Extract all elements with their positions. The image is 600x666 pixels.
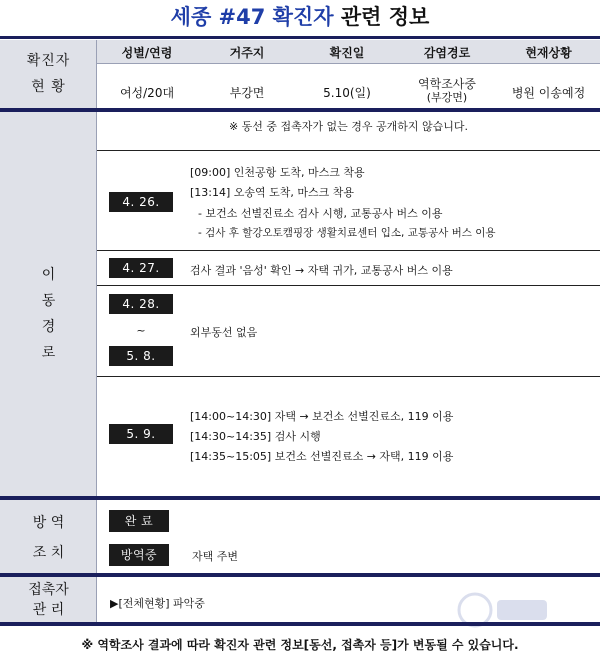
quarantine-label-line1: 방 역 xyxy=(32,515,65,531)
bottom-border xyxy=(0,622,600,626)
route-date-badge-end: 5. 8. xyxy=(109,346,173,366)
route-separator-2 xyxy=(97,250,600,251)
route-label xyxy=(0,112,97,496)
contacts-label xyxy=(0,577,97,622)
value-confirmed-date: 5.10(일) xyxy=(323,86,371,100)
route-line: 검사 결과 '음성' 확인 → 자택 귀가, 교통공사 버스 이용 xyxy=(190,264,453,277)
value-infection-route-line2: (부강면) xyxy=(426,91,468,104)
route-line: [14:35~15:05] 보건소 선별진료소 → 자택, 119 이용 xyxy=(190,450,454,463)
footer-notice: ※ 역학조사 결과에 따라 확진자 관련 정보[동선, 접촉자 등]가 변동될 수 있습니다. xyxy=(81,638,519,652)
route-line: [13:14] 오송역 도착, 마스크 착용 xyxy=(190,186,355,199)
contacts-label-line2: 관 리 xyxy=(32,602,65,618)
page-title-rest: 관련 정보 xyxy=(333,5,430,29)
value-residence: 부강면 xyxy=(229,86,265,100)
value-infection-route-line1: 역학조사중 xyxy=(418,77,476,91)
route-label-char-4: 로 xyxy=(41,345,56,361)
page-title xyxy=(0,2,600,32)
route-line: [14:00~14:30] 자택 → 보건소 선별진료소, 119 이용 xyxy=(190,410,454,423)
route-line: [09:00] 인천공항 도착, 마스크 착용 xyxy=(190,166,365,179)
route-date-badge: 4. 26. xyxy=(109,192,173,212)
route-separator-1 xyxy=(97,150,600,151)
status-header-row xyxy=(97,40,600,64)
value-current-status: 병원 이송예정 xyxy=(511,86,586,100)
header-infection-route: 감염경로 xyxy=(423,46,471,60)
header-residence: 거주지 xyxy=(229,46,265,60)
quarantine-ongoing-text: 자택 주변 xyxy=(192,550,239,563)
route-line: [14:30~14:35] 검사 시행 xyxy=(190,430,321,443)
route-line: - 검사 후 할강오토캠핑장 생활치료센터 입소, 교통공사 버스 이용 xyxy=(198,227,496,239)
quarantine-label xyxy=(0,500,97,573)
quarantine-label-line2: 조 치 xyxy=(32,545,65,561)
route-notice: ※ 동선 중 접촉자가 없는 경우 공개하지 않습니다. xyxy=(228,120,469,133)
top-border xyxy=(0,36,600,39)
route-date-tilde: ~ xyxy=(136,324,146,337)
route-label-char-1: 이 xyxy=(41,267,56,283)
header-gender-age: 성별/연령 xyxy=(121,46,173,60)
header-confirmed-date: 확진일 xyxy=(329,46,365,60)
route-separator-3 xyxy=(97,285,600,286)
status-label-line1: 확진자 xyxy=(26,53,71,69)
route-date-badge: 4. 27. xyxy=(109,258,173,278)
contacts-label-line1: 접촉자 xyxy=(28,582,69,598)
route-separator-4 xyxy=(97,376,600,377)
header-current-status: 현재상황 xyxy=(525,46,572,60)
quarantine-ongoing-badge: 방역중 xyxy=(109,544,169,566)
value-gender-age: 여성/20대 xyxy=(119,86,175,100)
status-label xyxy=(0,40,97,108)
route-line: 외부동선 없음 xyxy=(190,326,258,339)
quarantine-done-badge: 완 료 xyxy=(109,510,169,532)
route-date-badge-start: 4. 28. xyxy=(109,294,173,314)
route-label-char-3: 경 xyxy=(41,319,56,335)
route-line: - 보건소 선별진료소 검사 시행, 교통공사 버스 이용 xyxy=(198,207,443,220)
route-label-char-2: 동 xyxy=(41,293,56,309)
status-label-line2: 현 황 xyxy=(31,79,66,95)
route-date-badge: 5. 9. xyxy=(109,424,173,444)
contacts-text: ▶[전체현황] 파악중 xyxy=(110,597,205,610)
page-title-accent: 세종 #47 확진자 xyxy=(170,5,334,29)
